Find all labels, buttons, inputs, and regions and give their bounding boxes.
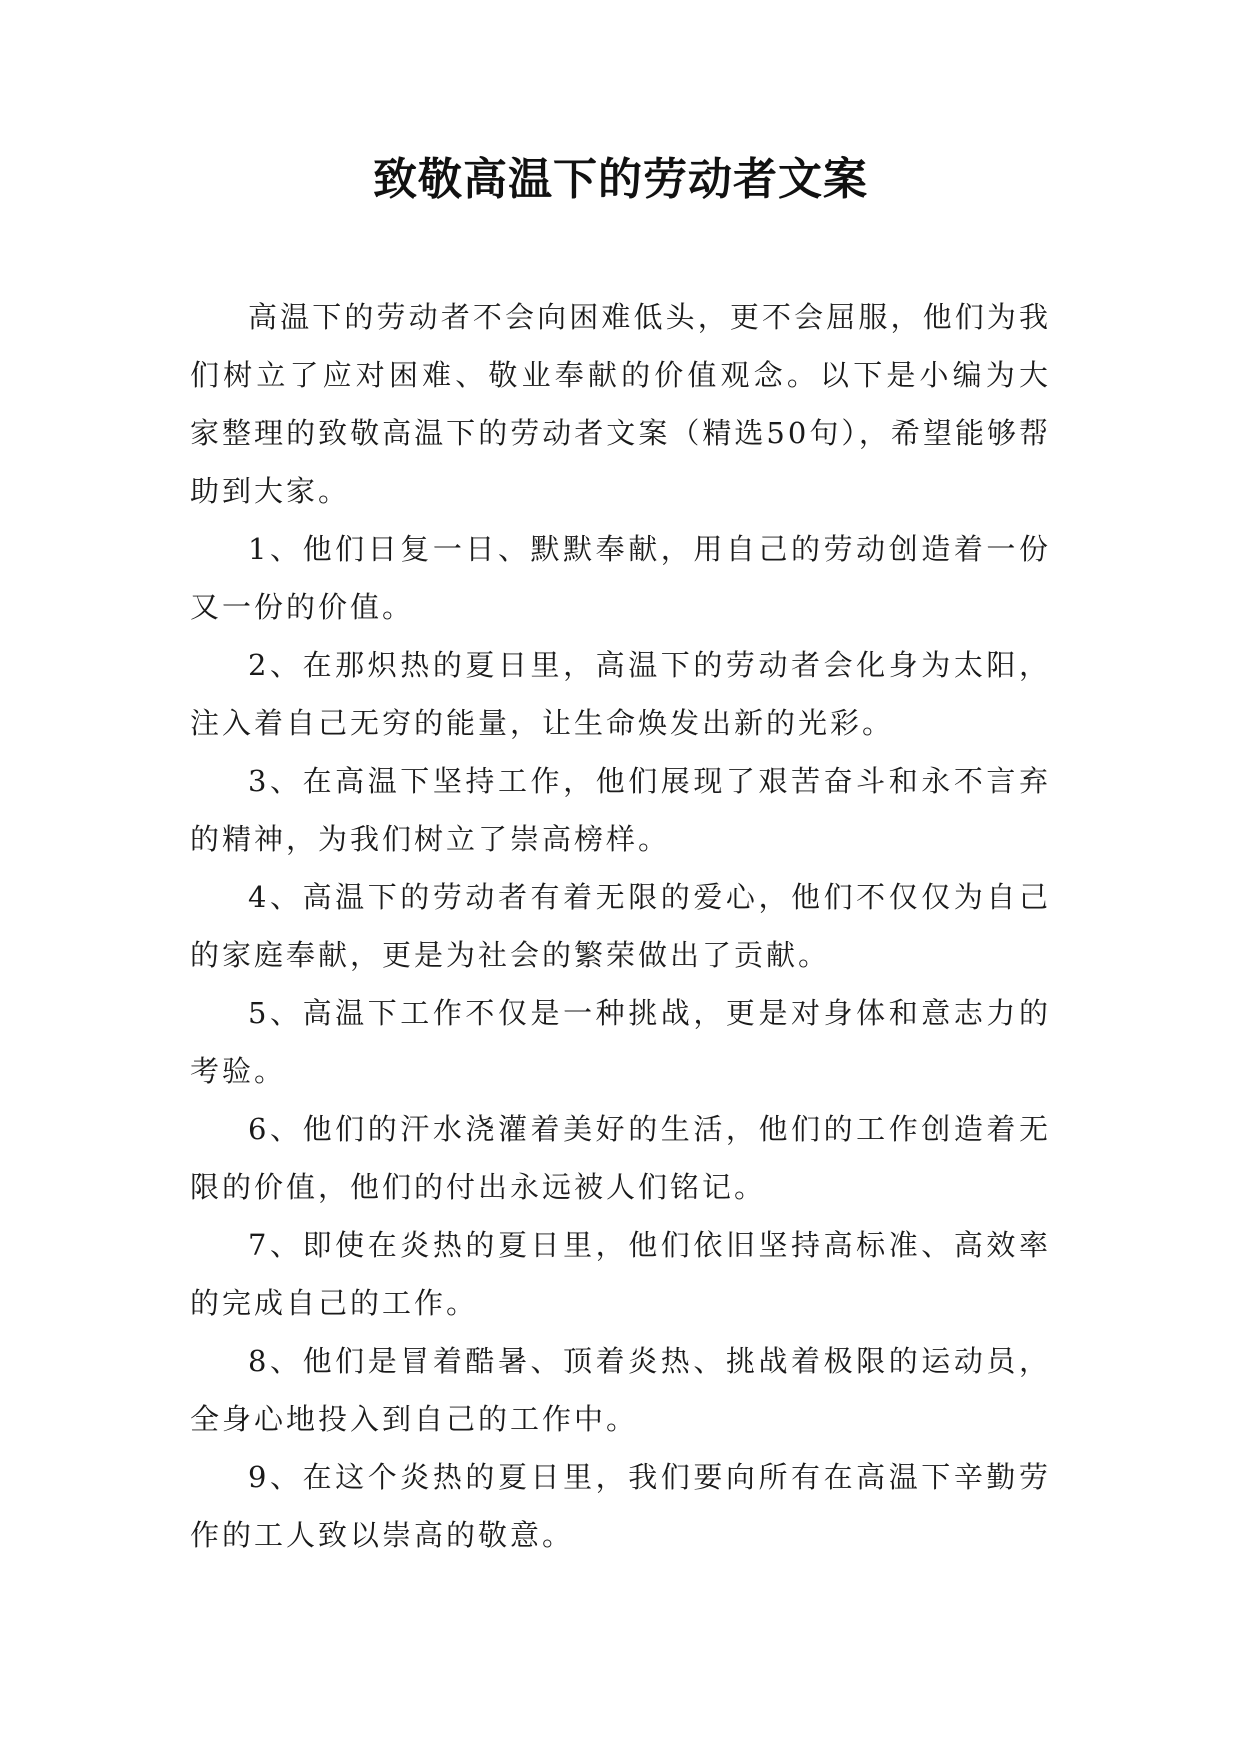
document-body <box>190 288 1051 1564</box>
list-item: 7、即使在炎热的夏日里，他们依旧坚持高标准、高效率的完成自己的工作。 <box>190 1228 1051 1320</box>
list-item: 1、他们日复一日、默默奉献，用自己的劳动创造着一份又一份的价值。 <box>190 532 1051 624</box>
list-item: 4、高温下的劳动者有着无限的爱心，他们不仅仅为自己的家庭奉献，更是为社会的繁荣做出了贡献。 <box>190 880 1051 972</box>
list-item: 6、他们的汗水浇灌着美好的生活，他们的工作创造着无限的价值，他们的付出永远被人们铭记。 <box>190 1112 1051 1204</box>
list-item: 2、在那炽热的夏日里，高温下的劳动者会化身为太阳，注入着自己无穷的能量，让生命焕发出新的光彩。 <box>190 648 1051 740</box>
document-title: 致敬高温下的劳动者文案 <box>373 154 868 205</box>
list-item: 9、在这个炎热的夏日里，我们要向所有在高温下辛勤劳作的工人致以崇高的敬意。 <box>190 1460 1051 1552</box>
list-item: 5、高温下工作不仅是一种挑战，更是对身体和意志力的考验。 <box>190 996 1051 1088</box>
intro-paragraph: 高温下的劳动者不会向困难低头，更不会屈服，他们为我们树立了应对困难、敬业奉献的价值观念。以下是小编为大家整理的致敬高温下的劳动者文案（精选50句），希望能够帮助到大家。 <box>190 300 1051 508</box>
list-item: 8、他们是冒着酷暑、顶着炎热、挑战着极限的运动员，全身心地投入到自己的工作中。 <box>190 1344 1051 1436</box>
list-item: 3、在高温下坚持工作，他们展现了艰苦奋斗和永不言弃的精神，为我们树立了崇高榜样。 <box>190 764 1051 856</box>
